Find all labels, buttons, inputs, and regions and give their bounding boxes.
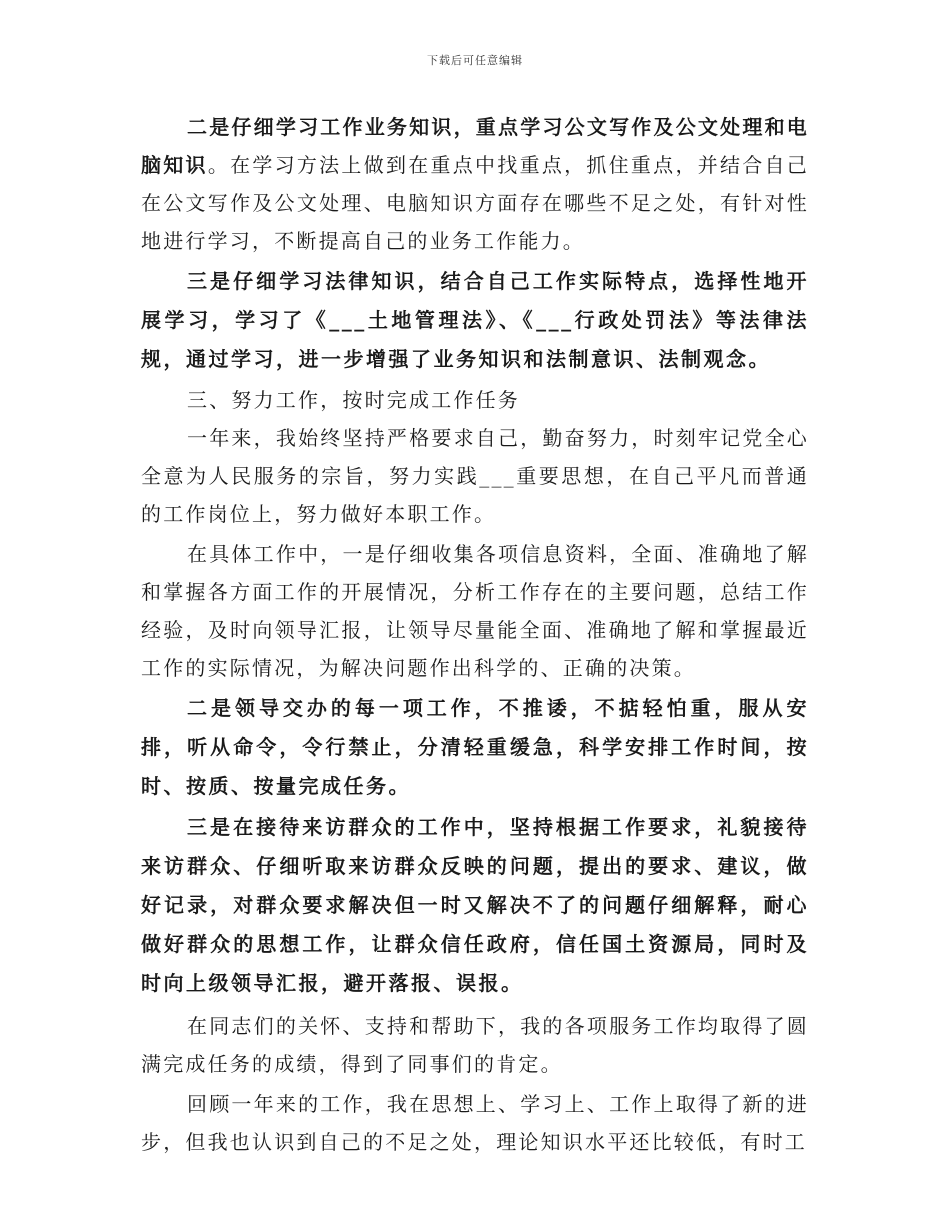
paragraph-colleague-support: 在同志们的关怀、支持和帮助下，我的各项服务工作均取得了圆满完成任务的成绩，得到了同事们的肯定。 bbox=[141, 1014, 809, 1076]
section-heading-work: 三、努力工作，按时完成工作任务 bbox=[187, 388, 520, 412]
document-body bbox=[141, 108, 809, 1163]
page-header: 下载后可任意编辑 bbox=[427, 54, 523, 67]
paragraph-body-text: 。在学习方法上做到在重点中找重点，抓住重点，并结合自己在公文写作及公文处理、电脑知识方面存在哪些不足之处，有针对性地进行学习，不断提高自己的业务工作能力。 bbox=[141, 153, 809, 253]
paragraph-year-summary: 一年来，我始终坚持严格要求自己，勤奋努力，时刻牢记党全心全意为人民服务的宗旨，努力实践___重要思想，在自己平凡而普通的工作岗位上，努力做好本职工作。 bbox=[141, 426, 809, 526]
paragraph-specific-work: 在具体工作中，一是仔细收集各项信息资料，全面、准确地了解和掌握各方面工作的开展情况，分析工作存在的主要问题，总结工作经验，及时向领导汇报，让领导尽量能全面、准确地了解和掌握最近工作的实际情况，为解决问题作出科学的、正确的决策。 bbox=[141, 542, 809, 680]
paragraph-business-knowledge bbox=[141, 108, 809, 260]
paragraph-review: 回顾一年来的工作，我在思想上、学习上、工作上取得了新的进步，但我也认识到自己的不足之处，理论知识水平还比较低，有时工 bbox=[141, 1092, 809, 1154]
paragraph-lead-bold: 二是仔细学习工作业务知识，重点学习公文写作及公文处理和电脑知识 bbox=[141, 115, 809, 177]
paragraph-legal-knowledge: 三是仔细学习法律知识，结合自己工作实际特点，选择性地开展学习，学习了《___土地管理法》、《___行政处罚法》等法律法规，通过学习，进一步增强了业务知识和法制意识、法制观念。 bbox=[141, 269, 809, 371]
paragraph-reception-work: 三是在接待来访群众的工作中，坚持根据工作要求，礼貌接待来访群众、仔细听取来访群众反映的问题，提出的要求、建议，做好记录，对群众要求解决但一时又解决不了的问题仔细解释，耐心做好群众的思想工作，让群众信任政府，信任国土资源局，同时及时向上级领导汇报，避开落报、误报。 bbox=[141, 815, 809, 995]
paragraph-leader-tasks: 二是领导交办的每一项工作，不推诿，不掂轻怕重，服从安排，听从命令，令行禁止，分清轻重缓急，科学安排工作时间，按时、按质、按量完成任务。 bbox=[141, 696, 809, 798]
